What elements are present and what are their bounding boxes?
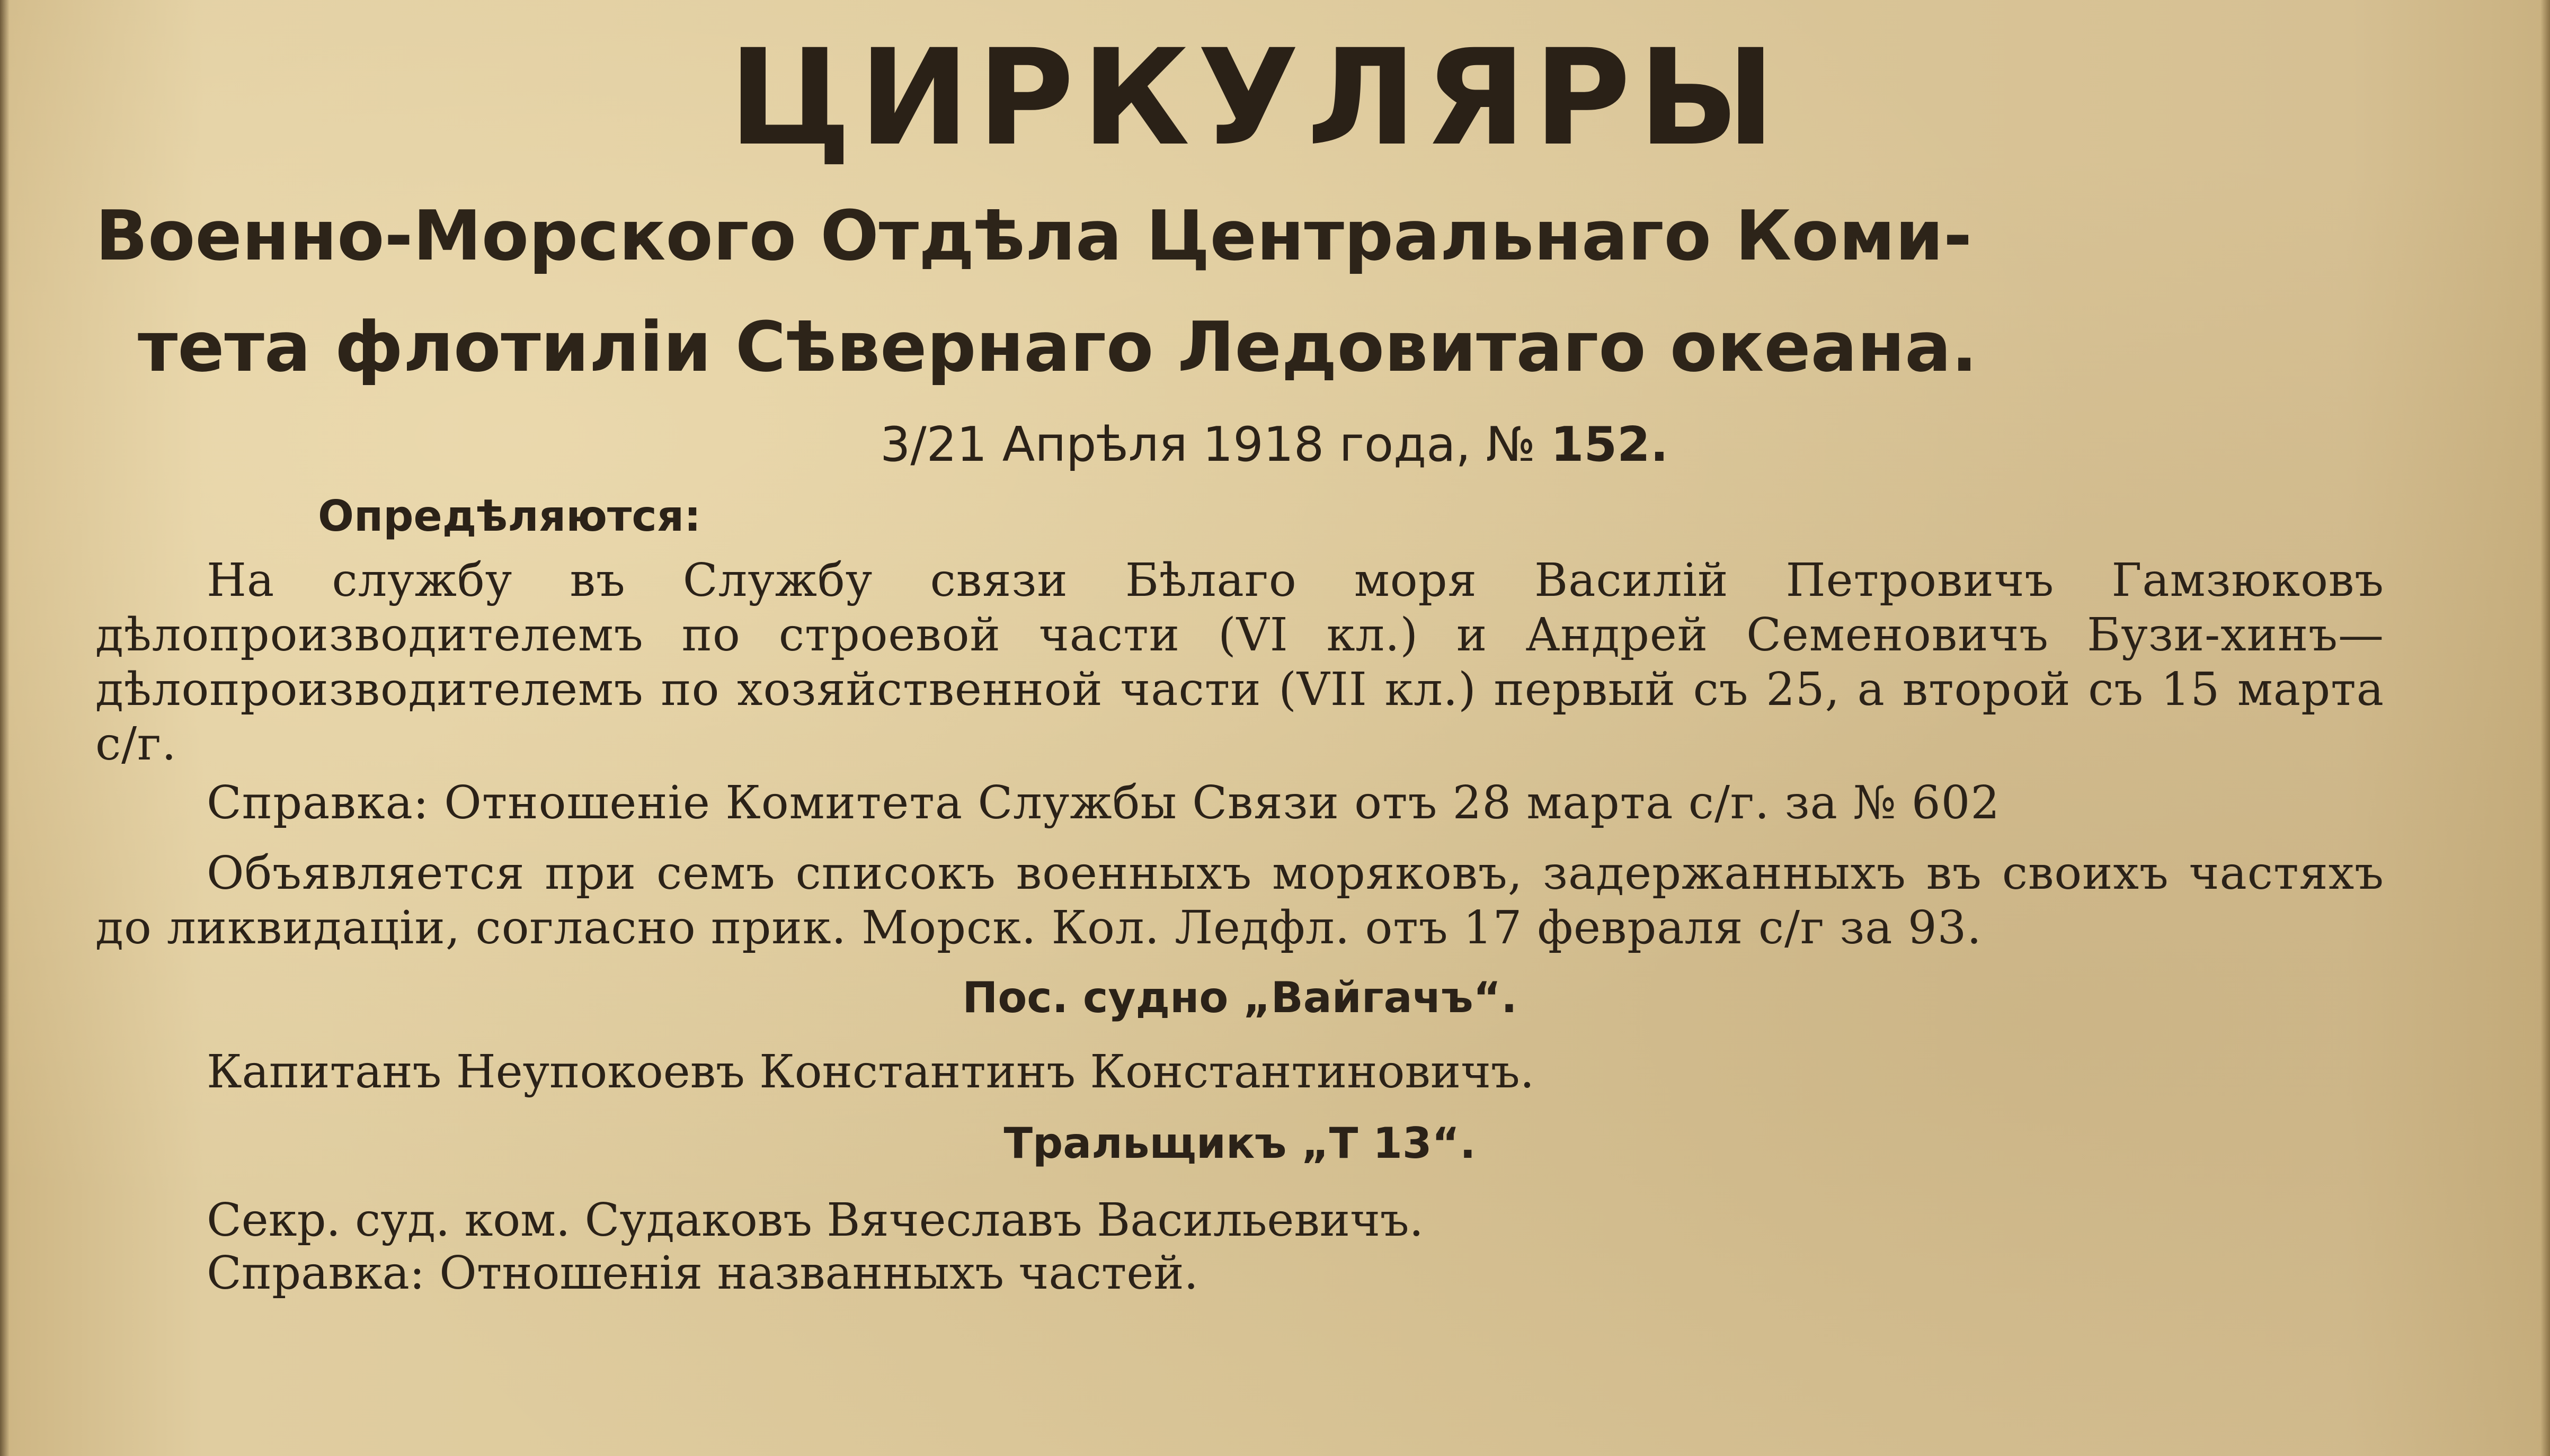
ship-heading-vaygach: Пос. судно „Вайгачъ“. — [962, 973, 1517, 1022]
subtitle-line-2: тета флотиліи Сѣвернаго Ледовитаго океана. — [138, 307, 1978, 387]
dateline-number: 152. — [1550, 417, 1668, 472]
subtitle-line-1: Военно-Морского Отдѣла Центральнаго Коми- — [95, 195, 1973, 276]
dateline — [95, 410, 2384, 479]
dateline-date: 3/21 Апрѣля 1918 года, № — [880, 417, 1536, 472]
document-title: ЦИРКУЛЯРЫ — [728, 21, 1783, 175]
reference-paragraph-2: Справка: Отношенія названныхъ частей. — [207, 1247, 1198, 1300]
ship-heading-t13: Тральщикъ „Т 13“. — [1003, 1119, 1476, 1168]
ship-person-vaygach: Капитанъ Неупокоевъ Константинъ Константиновичъ. — [207, 1046, 1535, 1098]
document-subtitle — [95, 180, 2384, 403]
announcement-paragraph: Объявляется при семъ списокъ военныхъ моряковъ, задержанныхъ въ своихъ частяхъ до ликвидаціи, согласно прик. Морск. Кол. Ледфл. отъ 17 февраля с/г за 93. — [95, 847, 2384, 954]
section-heading: Опредѣляются: — [318, 492, 701, 541]
appointment-paragraph: На службу въ Службу связи Бѣлаго моря Василій Петровичъ Гамзюковъ дѣлопроизводителемъ по строевой части (VI кл.) и Андрей Семеновичъ Бузи-хинъ—дѣлопроизводителемъ по хозяйственной части (VII кл.) первый съ 25, а второй съ 15 марта с/г. — [95, 554, 2384, 771]
document-page — [95, 21, 2384, 1441]
reference-paragraph-1: Справка: Отношеніе Комитета Службы Связи отъ 28 марта с/г. за № 602 — [207, 776, 2001, 829]
page-edge-left — [0, 0, 10, 1456]
ship-person-t13: Секр. суд. ком. Судаковъ Вячеславъ Васильевичъ. — [207, 1194, 1424, 1247]
page-edge-right — [2540, 0, 2550, 1456]
